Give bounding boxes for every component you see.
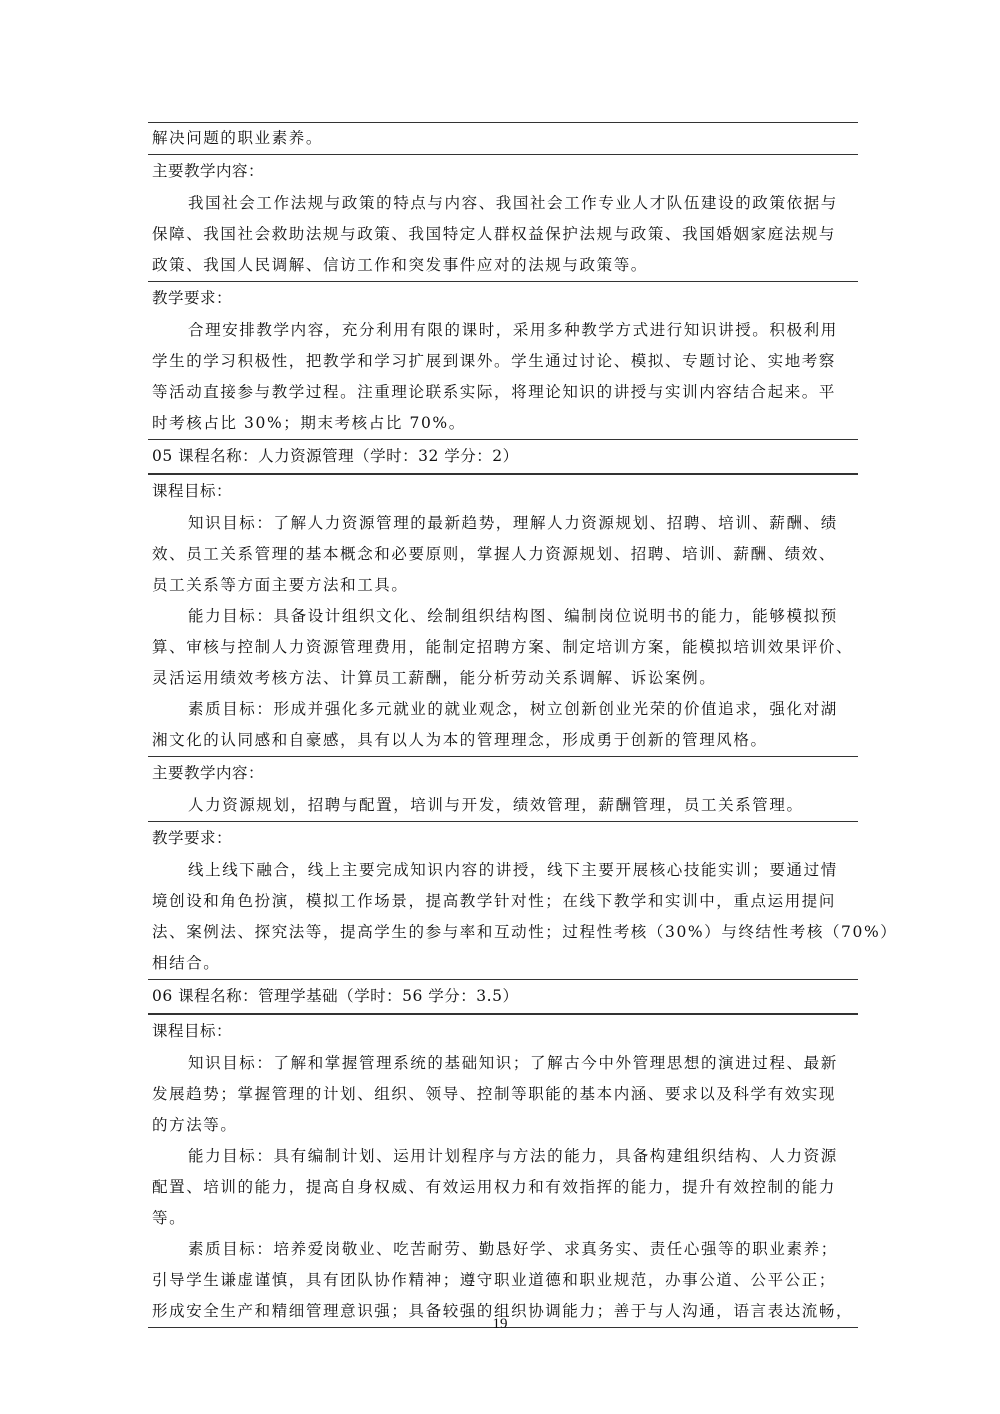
paragraph-line: 线上线下融合，线上主要完成知识内容的讲授，线下主要开展核心技能实训；要通过情 xyxy=(188,861,838,879)
section-heading: 课程目标： xyxy=(152,1022,233,1040)
page-number: 19 xyxy=(492,1316,508,1332)
section-heading: 主要教学内容： xyxy=(152,162,265,180)
paragraph-line: 知识目标：了解人力资源管理的最新趋势，理解人力资源规划、招聘、培训、薪酬、绩 xyxy=(188,514,838,532)
course-title: 06 课程名称：管理学基础（学时：56 学分：3.5） xyxy=(152,987,519,1005)
paragraph-line: 政策、我国人民调解、信访工作和突发事件应对的法规与政策等。 xyxy=(152,256,648,274)
paragraph-line: 能力目标：具备设计组织文化、绘制组织结构图、编制岗位说明书的能力，能够模拟预 xyxy=(188,607,838,625)
paragraph-line: 学生的学习积极性，把教学和学习扩展到课外。学生通过讨论、模拟、专题讨论、实地考察 xyxy=(152,352,837,370)
paragraph-line: 配置、培训的能力，提高自身权威、有效运用权力和有效指挥的能力，提升有效控制的能力 xyxy=(152,1178,837,1196)
paragraph-line: 合理安排教学内容，充分利用有限的课时，采用多种教学方式进行知识讲授。积极利用 xyxy=(188,321,838,339)
document-body xyxy=(148,122,898,1328)
paragraph-line: 的方法等。 xyxy=(152,1116,238,1134)
paragraph xyxy=(148,1141,858,1234)
paragraph xyxy=(148,855,898,979)
paragraph xyxy=(148,1048,858,1141)
paragraph-line: 发展趋势；掌握管理的计划、组织、领导、控制等职能的基本内涵、要求以及科学有效实现 xyxy=(152,1085,837,1103)
paragraph-line: 知识目标：了解和掌握管理系统的基础知识；了解古今中外管理思想的演进过程、最新 xyxy=(188,1054,838,1072)
paragraph-line: 时考核占比 30%；期末考核占比 70%。 xyxy=(152,414,466,432)
paragraph-line: 解决问题的职业素养。 xyxy=(152,129,324,147)
paragraph-line: 等活动直接参与教学过程。注重理论联系实际，将理论知识的讲授与实训内容结合起来。平 xyxy=(152,383,837,401)
paragraph-line: 效、员工关系管理的基本概念和必要原则，掌握人力资源规划、招聘、培训、薪酬、绩效、 xyxy=(152,545,837,563)
paragraph-line: 引导学生谦虚谨慎，具有团队协作精神；遵守职业道德和职业规范，办事公道、公平公正； xyxy=(152,1271,837,1289)
paragraph-line: 素质目标：形成并强化多元就业的就业观念，树立创新创业光荣的价值追求，强化对湖 xyxy=(188,700,838,718)
paragraph xyxy=(148,188,858,281)
paragraph-line: 素质目标：培养爱岗敬业、吃苦耐劳、勤恳好学、求真务实、责任心强等的职业素养； xyxy=(188,1240,838,1258)
paragraph xyxy=(148,601,858,694)
paragraph-line: 灵活运用绩效考核方法、计算员工薪酬，能分析劳动关系调解、诉讼案例。 xyxy=(152,669,717,687)
paragraph-line: 境创设和角色扮演，模拟工作场景，提高教学针对性；在线下教学和实训中，重点运用提问 xyxy=(152,892,837,910)
paragraph-line: 算、审核与控制人力资源管理费用，能制定招聘方案、制定培训方案，能模拟培训效果评价、 xyxy=(152,638,854,656)
paragraph xyxy=(148,694,858,756)
paragraph xyxy=(148,508,858,601)
paragraph-line: 人力资源规划，招聘与配置，培训与开发，绩效管理，薪酬管理，员工关系管理。 xyxy=(188,796,804,814)
paragraph-line: 湘文化的认同感和自豪感，具有以人为本的管理理念，形成勇于创新的管理风格。 xyxy=(152,731,768,749)
section-heading: 教学要求： xyxy=(152,289,233,307)
paragraph xyxy=(148,315,858,439)
paragraph-line: 相结合。 xyxy=(152,954,221,972)
text-line xyxy=(148,123,858,154)
paragraph-line: 员工关系等方面主要方法和工具。 xyxy=(152,576,409,594)
section-heading: 教学要求： xyxy=(152,829,233,847)
paragraph-line: 形成安全生产和精细管理意识强；具备较强的组织协调能力；善于与人沟通，语言表达流畅， xyxy=(152,1302,854,1320)
paragraph xyxy=(148,1234,858,1327)
paragraph xyxy=(148,790,858,821)
paragraph-line: 我国社会工作法规与政策的特点与内容、我国社会工作专业人才队伍建设的政策依据与 xyxy=(188,194,838,212)
paragraph-line: 保障、我国社会救助法规与政策、我国特定人群权益保护法规与政策、我国婚姻家庭法规与 xyxy=(152,225,837,243)
section-heading: 课程目标： xyxy=(152,482,233,500)
paragraph-line: 等。 xyxy=(152,1209,187,1227)
section-heading: 主要教学内容： xyxy=(152,764,265,782)
paragraph-line: 法、案例法、探究法等，提高学生的参与率和互动性；过程性考核（30%）与终结性考核（70%） xyxy=(152,923,898,941)
course-title: 05 课程名称：人力资源管理（学时：32 学分：2） xyxy=(152,447,519,465)
paragraph-line: 能力目标：具有编制计划、运用计划程序与方法的能力，具备构建组织结构、人力资源 xyxy=(188,1147,838,1165)
